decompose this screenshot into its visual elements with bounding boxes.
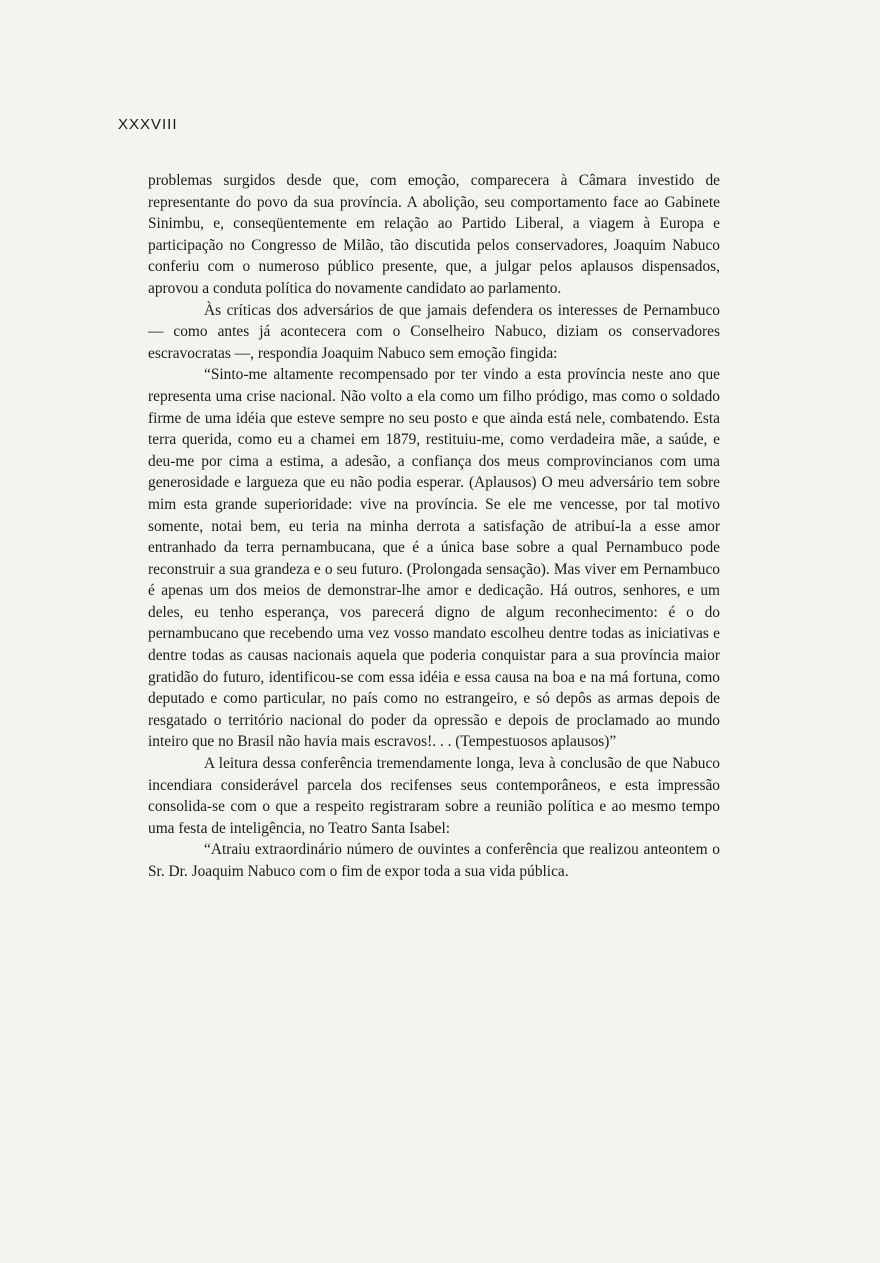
quoted-paragraph: “Atraiu extraordinário número de ouvintes a conferência que realizou anteontem o Sr. Dr. Joaquim Nabuco com o fim de expor toda a sua vida pública. (148, 841, 720, 880)
paragraph: A leitura dessa conferência tremendamente longa, leva à conclusão de que Nabuco incendiara considerável parcela dos recifenses seus contemporâneos, e esta impressão consolida-se com o que a respeito registraram sobre a reunião política e ao mesmo tempo uma festa de inteligência, no Teatro Santa Isabel: (148, 755, 720, 837)
quoted-paragraph: “Sinto-me altamente recompensado por ter vindo a esta província neste ano que representa uma crise nacional. Não volto a ela como um filho pródigo, mas como o soldado firme de uma idéia que esteve sempre no seu posto e que ainda está nele, combatendo. Esta terra querida, como eu a chamei em 1879, restituiu-me, como verdadeira mãe, a saúde, e deu-me por cima a estima, a adesão, a confiança dos meus comprovincianos com uma generosidade e largueza que eu não podia esperar. (Aplausos) O meu adversário tem sobre mim esta grande superioridade: vive na província. Se ele me vencesse, por tal motivo somente, notai bem, eu teria na minha derrota a satisfação de atribuí-la a esse amor entranhado da terra pernambucana, que é a única base sobre a qual Pernambuco pode reconstruir a sua grandeza e o seu futuro. (Prolongada sensação). Mas viver em Pernambuco é apenas um dos meios de demonstrar-lhe amor e dedicação. Há outros, senhores, e um deles, eu tenho esperança, vos parecerá digno de algum reconhecimento: é o do pernambucano que recebendo uma vez vosso mandato escolheu dentre todas as iniciativas e dentre todas as causas nacionais aquela que poderia conquistar para a sua província maior gratidão do futuro, identificou-se com essa idéia e essa causa na boa e na má fortuna, como deputado e como particular, no país como no estrangeiro, e só depôs as armas depois de resgatado o território nacional do poder da opressão e depois de proclamado ao mundo inteiro que no Brasil não havia mais escravos!. . . (Tempestuosos aplausos)” (148, 366, 720, 751)
paragraph: problemas surgidos desde que, com emoção, comparecera à Câmara investido de representante do povo da sua província. A abolição, seu comportamento face ao Gabinete Sinimbu, e, conseqüentemente em relação ao Partido Liberal, a viagem à Europa e participação no Congresso de Milão, tão discutida pelos conservadores, Joaquim Nabuco conferiu com o numeroso público presente, que, a julgar pelos aplausos dispensados, aprovou a conduta política do novamente candidato ao parlamento. (148, 172, 720, 297)
body-text (148, 170, 720, 883)
paragraph: Às críticas dos adversários de que jamais defendera os interesses de Pernambuco — como antes já acontecera com o Conselheiro Nabuco, diziam os conservadores escravocratas —, respondia Joaquim Nabuco sem emoção fingida: (148, 301, 720, 362)
page-number: XXXVIII (118, 116, 178, 133)
